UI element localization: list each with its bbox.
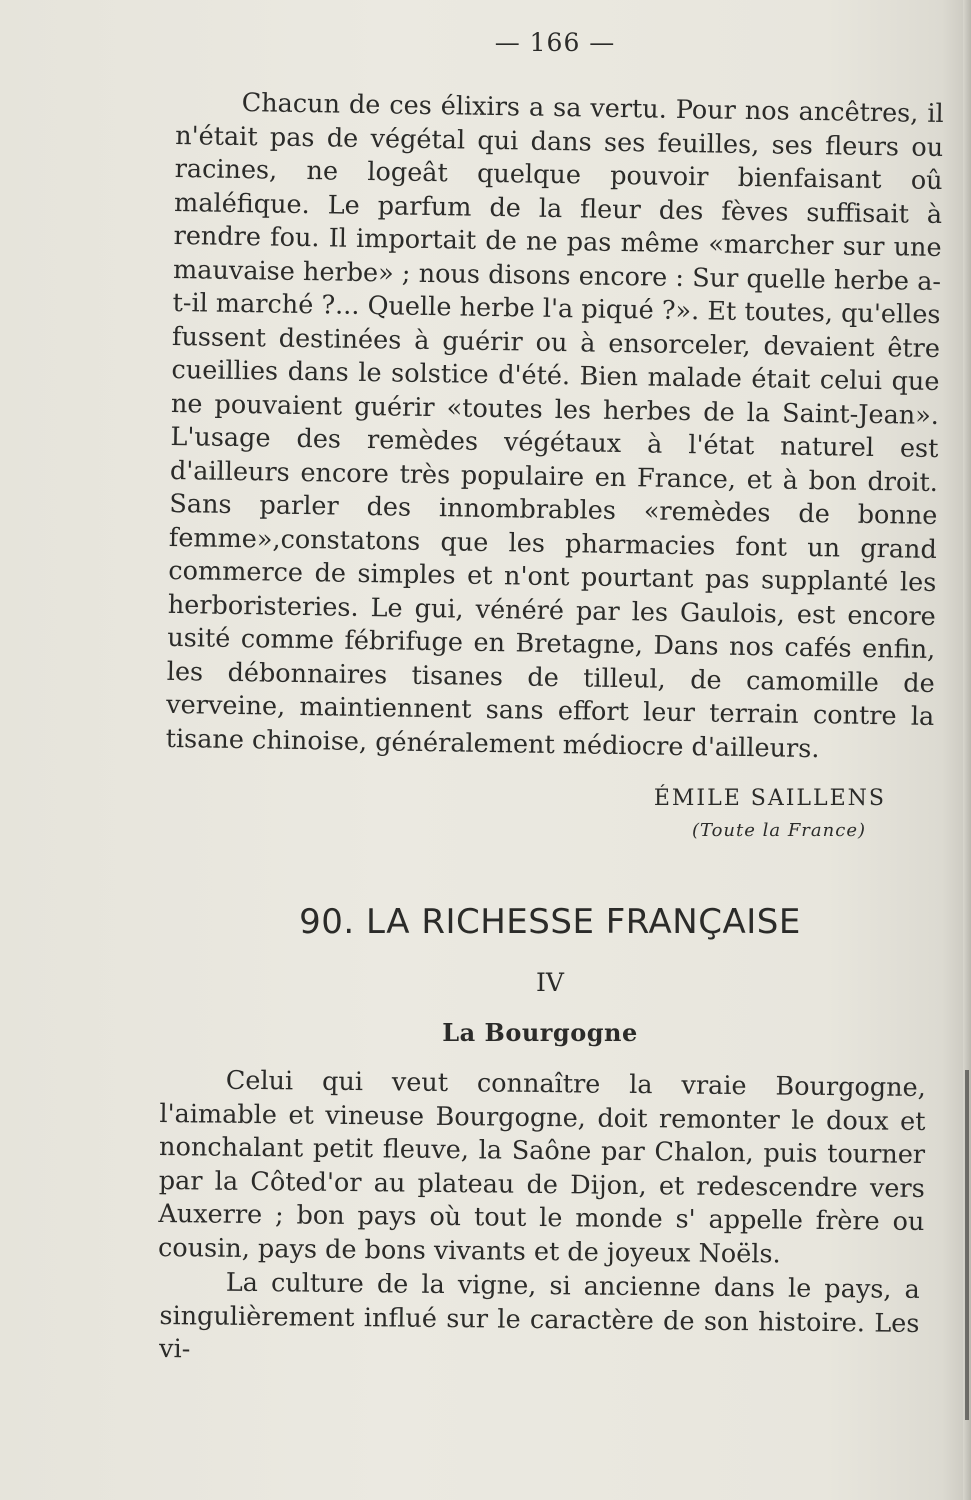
chapter-part-number: IV [536, 968, 564, 997]
paragraph-vigne: La culture de la vigne, si ancienne dans le pays, a singulièrement influé sur le caractère de son histoire. Les vi- [158, 1267, 920, 1365]
paragraph-bourgogne-intro: Celui qui veut connaître la vraie Bourgogne, l'aimable et vineuse Bourgogne, doit remonter le doux et nonchalant petit fleuve, la Saône par Chalon, puis tourner par la Côted'or au plateau de Dijon, et redescendre vers Auxerre ; bon pays où tout le monde s' appelle frère ou cousin, pays de bons vivants et de joyeux Noëls. [157, 1065, 926, 1270]
source-citation: (Toute la France) [691, 820, 866, 841]
page-number: — 166 — [494, 28, 616, 57]
author-name: ÉMILE SAILLENS [653, 786, 886, 811]
chapter-title: 90. LA RICHESSE FRANÇAISE [299, 902, 801, 942]
section-title: La Bourgogne [442, 1018, 638, 1047]
paragraph-elixirs: Chacun de ces élixirs a sa vertu. Pour nos ancêtres, il n'était pas de végétal qui dans ses feuilles, ses fleurs ou racines, ne logeât quelque pouvoir bienfaisant oû maléfique. Le parfum de la fleur des fèves suffisait à rendre fou. Il importait de ne pas même «marcher sur une mauvaise herbe» ; nous disons encore : Sur quelle herbe a-t-il marché ?... Quelle herbe l'a piqué ?». Et toutes, qu'elles fussent destinées à guérir ou à ensorceler, devaient être cueillies dans le solstice d'été. Bien malade était celui que ne pouvaient guérir «toutes les herbes de la Saint-Jean». L'usage des remèdes végétaux à l'état naturel est d'ailleurs encore très populaire en France, et à bon droit. Sans parler des innombrables «remèdes de bonne femme»,constatons que les pharmacies font un grand commerce de simples et n'ont pourtant pas supplanté les herboristeries. Le gui, vénéré par les Gaulois, est encore usité comme fébrifuge en Bretagne, Dans nos cafés enfin, les débonnaires tisanes de tilleul, de camomille de verveine, maintiennent sans effort leur terrain contre la tisane chinoise, généralement médiocre d'ailleurs. [165, 88, 944, 764]
binding-shadow [965, 1070, 969, 1420]
